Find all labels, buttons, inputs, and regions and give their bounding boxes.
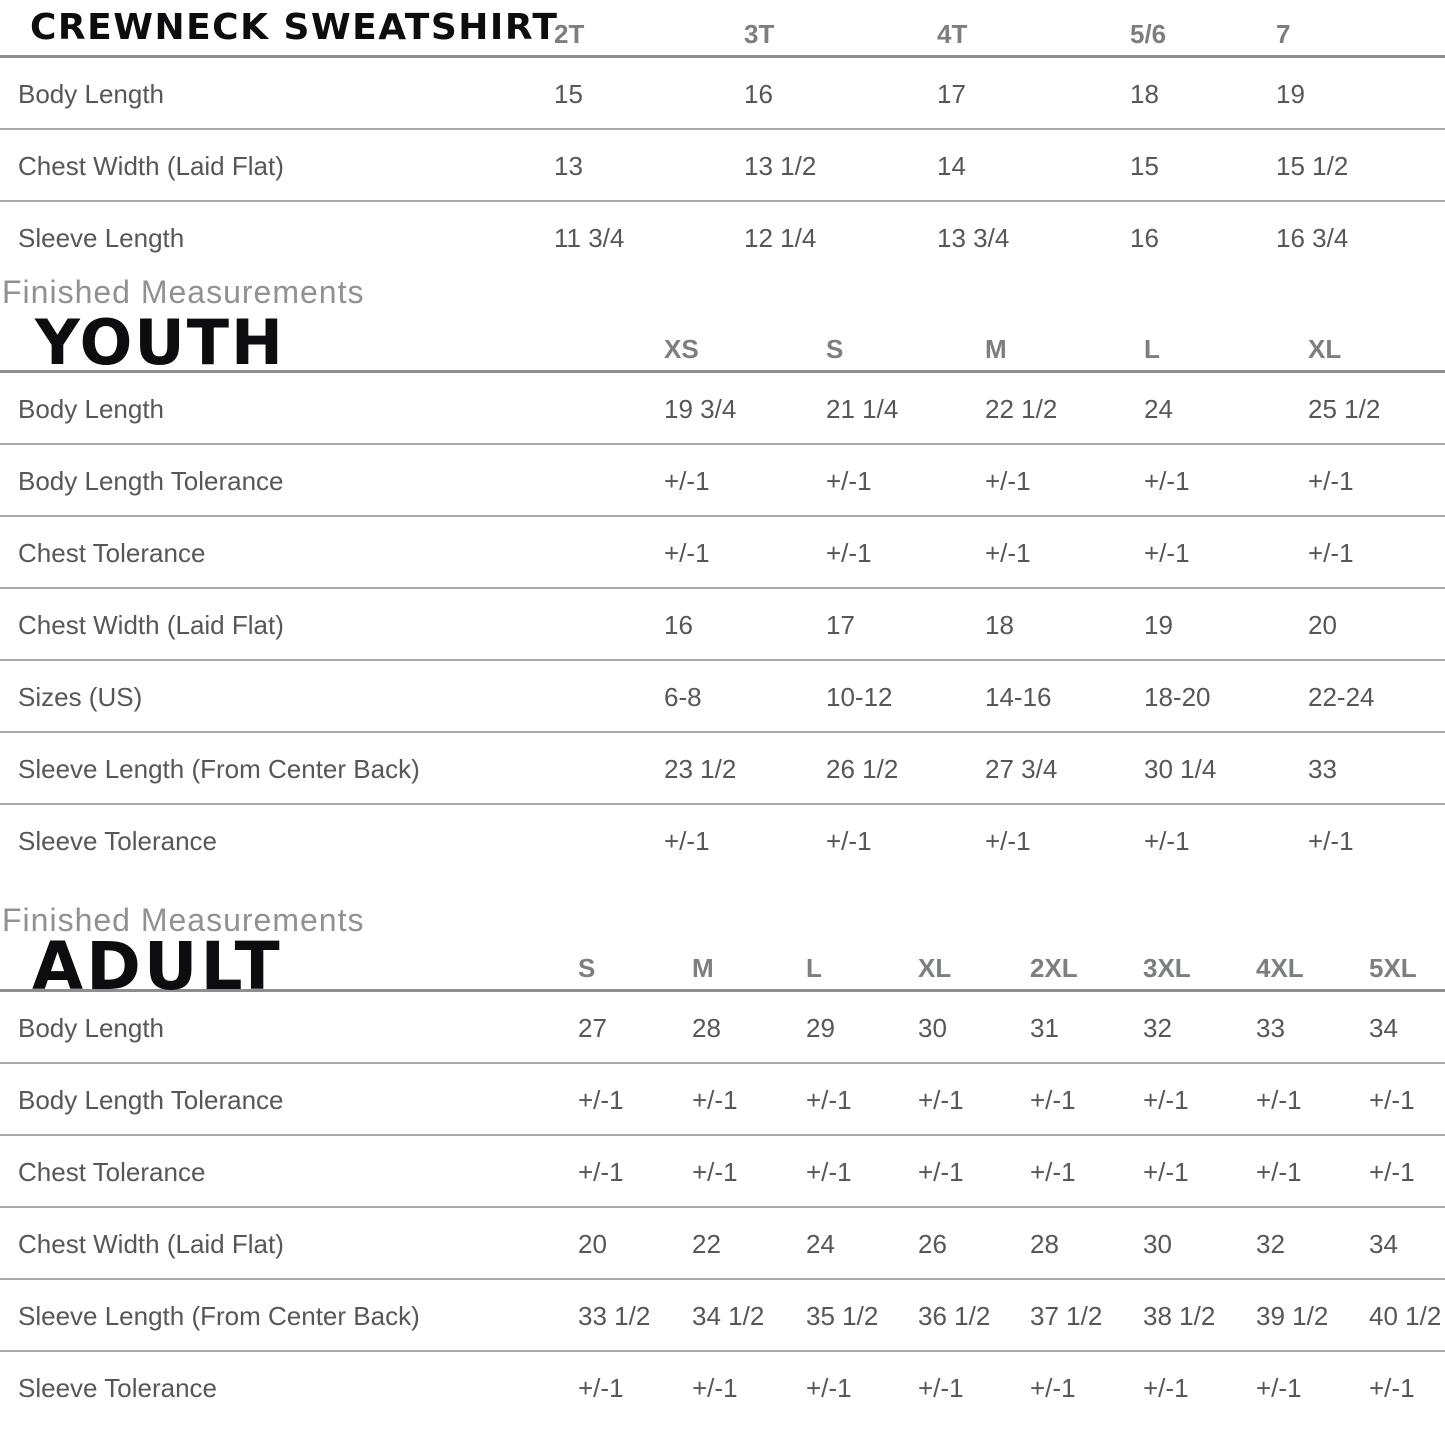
measurement-cell: 34: [1369, 1229, 1398, 1259]
measurement-cell: 37 1/2: [1030, 1301, 1103, 1331]
measurement-cell: 36 1/2: [918, 1301, 991, 1331]
toddler-table-rows: [0, 58, 1445, 274]
table-title-adult: ADULT: [32, 928, 283, 1005]
column-header-3xl: 3XL: [1143, 953, 1191, 983]
toddler-table-header: [0, 0, 1445, 58]
table-row: [0, 1064, 1445, 1136]
measurement-cell: 27: [578, 1013, 607, 1043]
measurement-cell: 31: [1030, 1013, 1059, 1043]
measurement-cell: 30 1/4: [1144, 754, 1217, 784]
measurement-cell: 17: [826, 610, 855, 640]
measurement-cell: 22-24: [1308, 682, 1375, 712]
measurement-cell: 13 1/2: [744, 151, 817, 181]
measurement-cell: +/-1: [826, 538, 872, 568]
column-header-2t: 2T: [554, 19, 585, 49]
measurement-cell: +/-1: [578, 1373, 624, 1403]
row-label: Chest Tolerance: [18, 538, 206, 568]
measurement-cell: +/-1: [918, 1373, 964, 1403]
column-header-5xl: 5XL: [1369, 953, 1417, 983]
measurement-cell: +/-1: [664, 826, 710, 856]
measurement-cell: 33: [1308, 754, 1337, 784]
row-label: Chest Tolerance: [18, 1157, 206, 1187]
measurement-cell: 30: [918, 1013, 947, 1043]
measurement-cell: +/-1: [1256, 1157, 1302, 1187]
table-row: [0, 445, 1445, 517]
measurement-cell: 19: [1276, 79, 1305, 109]
table-row: [0, 1208, 1445, 1280]
row-label: Body Length: [18, 1013, 165, 1043]
measurement-cell: 40 1/2: [1369, 1301, 1442, 1331]
measurement-cell: 34 1/2: [692, 1301, 765, 1331]
measurement-cell: 6-8: [664, 682, 702, 712]
measurement-cell: 20: [578, 1229, 607, 1259]
row-label: Body Length: [18, 394, 165, 424]
column-header-xs: XS: [664, 334, 699, 364]
measurement-cell: 27 3/4: [985, 754, 1058, 784]
measurement-cell: 32: [1256, 1229, 1285, 1259]
table-row: [0, 589, 1445, 661]
measurement-cell: 30: [1143, 1229, 1172, 1259]
measurement-cell: 26 1/2: [826, 754, 899, 784]
measurement-cell: 15 1/2: [1276, 151, 1349, 181]
table-row: [0, 373, 1445, 445]
row-label: Sleeve Tolerance: [18, 1373, 217, 1403]
row-label: Body Length: [18, 79, 165, 109]
measurement-cell: 13: [554, 151, 583, 181]
measurement-cell: +/-1: [664, 538, 710, 568]
measurement-cell: 22: [692, 1229, 721, 1259]
table-row: [0, 202, 1445, 274]
measurement-cell: +/-1: [578, 1157, 624, 1187]
measurement-cell: 15: [1130, 151, 1159, 181]
column-header-m: M: [985, 334, 1007, 364]
table-row: [0, 58, 1445, 130]
column-header-s: S: [578, 953, 596, 983]
row-label: Sleeve Length (From Center Back): [18, 1301, 420, 1331]
measurement-cell: 24: [1144, 394, 1173, 424]
measurement-cell: 10-12: [826, 682, 893, 712]
measurement-cell: 38 1/2: [1143, 1301, 1216, 1331]
measurement-cell: 14-16: [985, 682, 1052, 712]
measurement-cell: 18-20: [1144, 682, 1211, 712]
measurement-cell: +/-1: [806, 1085, 852, 1115]
measurement-cell: 32: [1143, 1013, 1172, 1043]
table-row: [0, 1136, 1445, 1208]
measurement-cell: 24: [806, 1229, 835, 1259]
measurement-cell: +/-1: [918, 1157, 964, 1187]
measurement-cell: +/-1: [1143, 1373, 1189, 1403]
measurement-cell: 16: [744, 79, 773, 109]
measurement-cell: +/-1: [1030, 1085, 1076, 1115]
measurement-cell: +/-1: [985, 826, 1031, 856]
table-row: [0, 805, 1445, 877]
measurement-cell: 33: [1256, 1013, 1285, 1043]
measurement-cell: 19: [1144, 610, 1173, 640]
table-row: [0, 661, 1445, 733]
row-label: Chest Width (Laid Flat): [18, 1229, 284, 1259]
measurement-cell: +/-1: [1143, 1157, 1189, 1187]
measurement-cell: 18: [985, 610, 1014, 640]
row-label: Chest Width (Laid Flat): [18, 151, 284, 181]
measurement-cell: +/-1: [1143, 1085, 1189, 1115]
measurement-cell: +/-1: [1369, 1085, 1415, 1115]
measurement-cell: 16: [1130, 223, 1159, 253]
measurement-cell: +/-1: [1144, 466, 1190, 496]
column-header-4xl: 4XL: [1256, 953, 1304, 983]
table-row: [0, 992, 1445, 1064]
measurement-cell: 25 1/2: [1308, 394, 1381, 424]
measurement-cell: +/-1: [985, 466, 1031, 496]
measurement-cell: 11 3/4: [554, 223, 625, 253]
measurement-cell: +/-1: [692, 1373, 738, 1403]
table-row: [0, 1352, 1445, 1424]
measurement-cell: +/-1: [1030, 1373, 1076, 1403]
measurement-cell: +/-1: [918, 1085, 964, 1115]
measurement-cell: 16 3/4: [1276, 223, 1349, 253]
measurement-cell: +/-1: [1308, 826, 1354, 856]
measurement-cell: +/-1: [1308, 466, 1354, 496]
measurement-cell: 22 1/2: [985, 394, 1058, 424]
finished-measurements-label-youth: Finished Measurements: [2, 274, 365, 310]
measurement-cell: +/-1: [1144, 826, 1190, 856]
youth-table-header: [0, 306, 1445, 379]
row-label: Body Length Tolerance: [18, 1085, 284, 1115]
column-header-l: L: [806, 953, 822, 983]
measurement-cell: +/-1: [806, 1157, 852, 1187]
column-header-s: S: [826, 334, 844, 364]
row-label: Sleeve Length (From Center Back): [18, 754, 420, 784]
measurement-cell: 34: [1369, 1013, 1398, 1043]
measurement-cell: 23 1/2: [664, 754, 737, 784]
measurement-cell: +/-1: [985, 538, 1031, 568]
column-header-xl: XL: [1308, 334, 1342, 364]
finished-measurements-label-adult: Finished Measurements: [2, 902, 365, 938]
adult-table-header: [0, 928, 1445, 1005]
measurement-cell: +/-1: [1256, 1085, 1302, 1115]
row-label: Sleeve Tolerance: [18, 826, 217, 856]
measurement-cell: +/-1: [826, 826, 872, 856]
measurement-cell: 19 3/4: [664, 394, 737, 424]
row-label: Sleeve Length: [18, 223, 185, 253]
table-title-youth: YOUTH: [35, 306, 285, 379]
measurement-cell: +/-1: [1256, 1373, 1302, 1403]
measurement-cell: 33 1/2: [578, 1301, 651, 1331]
row-label: Chest Width (Laid Flat): [18, 610, 284, 640]
table-row: [0, 733, 1445, 805]
measurement-cell: 14: [937, 151, 966, 181]
measurement-cell: 20: [1308, 610, 1337, 640]
row-label: Body Length Tolerance: [18, 466, 284, 496]
column-header-4t: 4T: [937, 19, 968, 49]
table-row: [0, 130, 1445, 202]
table-title-crewneck-sweatshirt: CREWNECK SWEATSHIRT: [30, 7, 559, 48]
measurement-cell: +/-1: [1308, 538, 1354, 568]
measurement-cell: +/-1: [1144, 538, 1190, 568]
measurement-cell: +/-1: [692, 1085, 738, 1115]
measurement-cell: +/-1: [1369, 1373, 1415, 1403]
table-row: [0, 1280, 1445, 1352]
column-header-l: L: [1144, 334, 1160, 364]
measurement-cell: 26: [918, 1229, 947, 1259]
row-label: Sizes (US): [18, 682, 143, 712]
measurement-cell: 18: [1130, 79, 1159, 109]
measurement-cell: 17: [937, 79, 966, 109]
measurement-cell: +/-1: [806, 1373, 852, 1403]
measurement-cell: 13 3/4: [937, 223, 1010, 253]
measurement-cell: 15: [554, 79, 583, 109]
measurement-cell: 16: [664, 610, 693, 640]
measurement-cell: +/-1: [578, 1085, 624, 1115]
adult-table-rows: [0, 992, 1445, 1424]
measurement-cell: +/-1: [664, 466, 710, 496]
column-header-7: 7: [1276, 19, 1291, 49]
measurement-cell: +/-1: [1369, 1157, 1415, 1187]
measurement-cell: 12 1/4: [744, 223, 817, 253]
column-header-2xl: 2XL: [1030, 953, 1078, 983]
column-header-m: M: [692, 953, 714, 983]
youth-table-rows: [0, 373, 1445, 877]
measurement-cell: 28: [1030, 1229, 1059, 1259]
column-header-5-6: 5/6: [1130, 19, 1167, 49]
column-header-3t: 3T: [744, 19, 775, 49]
measurement-cell: +/-1: [826, 466, 872, 496]
measurement-cell: +/-1: [1030, 1157, 1076, 1187]
measurement-cell: 21 1/4: [826, 394, 899, 424]
measurement-cell: 29: [806, 1013, 835, 1043]
measurement-cell: 35 1/2: [806, 1301, 879, 1331]
table-row: [0, 517, 1445, 589]
column-header-xl: XL: [918, 953, 952, 983]
measurement-cell: +/-1: [692, 1157, 738, 1187]
measurement-cell: 28: [692, 1013, 721, 1043]
measurement-cell: 39 1/2: [1256, 1301, 1329, 1331]
